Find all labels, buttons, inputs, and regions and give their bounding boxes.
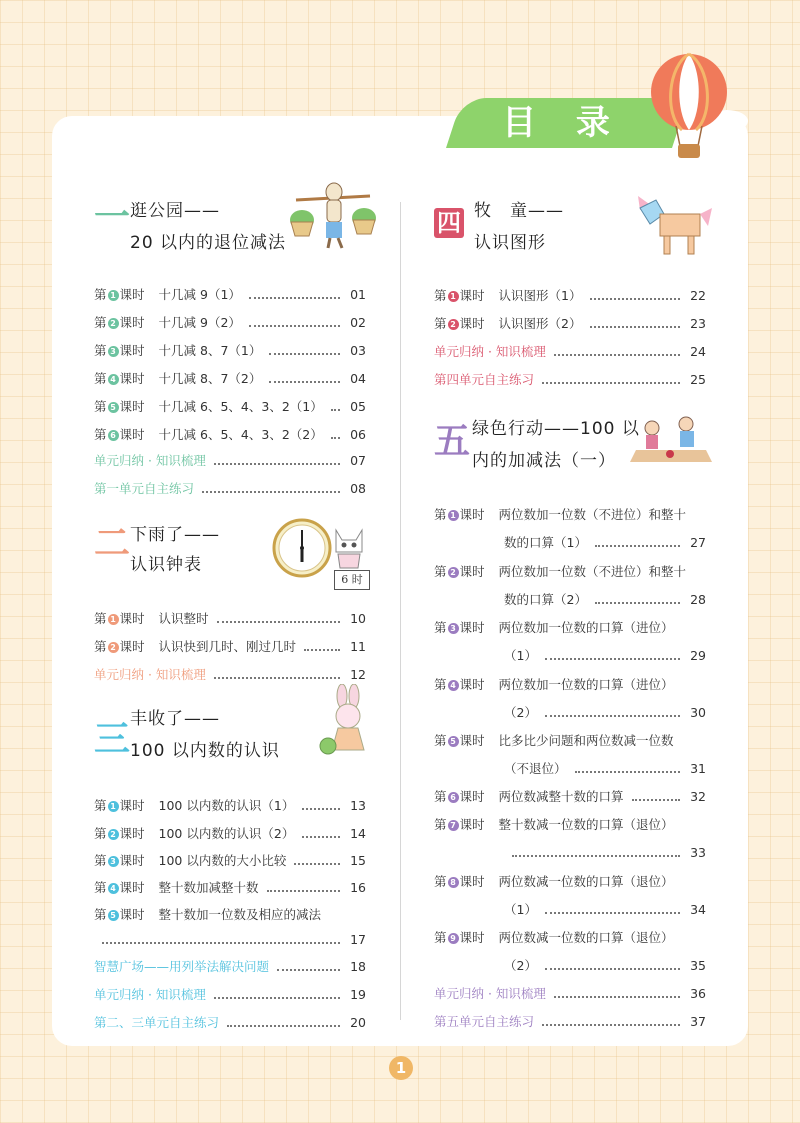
unit-number: 五 [434,421,471,462]
page-ref: 33 [690,845,706,860]
toc-entry[interactable] [94,823,366,845]
toc-entry[interactable] [94,850,366,872]
lesson-number-badge: 5 [108,402,119,413]
hot-air-balloon-icon [646,52,732,162]
toc-extra-entry[interactable] [94,956,366,978]
lesson-number-badge: 5 [448,736,459,747]
lesson-prefix: 第 [434,288,447,303]
lesson-label [434,871,485,893]
lesson-label [434,814,485,836]
entry-title-cont: （2） [504,705,537,720]
entry-title: 两位数加一位数（不进位）和整十 [498,564,687,579]
lesson-label [434,561,485,583]
leader-dots [267,890,340,892]
leader-dots [217,621,340,623]
lesson-prefix: 第 [94,315,107,330]
lesson-prefix: 第 [434,564,447,579]
unit-title-line1: 下雨了—— [130,525,220,545]
toc-entry[interactable] [434,561,706,583]
page-ref: 14 [350,826,366,841]
lesson-prefix: 第 [434,817,447,832]
toc-entry[interactable] [94,608,366,630]
toc-entry[interactable] [94,424,366,446]
lesson-number-badge: 2 [108,318,119,329]
entry-title: 十几减 8、7（1） [158,343,262,358]
lesson-suffix: 课时 [119,343,145,358]
lesson-prefix: 第 [434,316,447,331]
toc-entry-continuation[interactable] [504,758,706,780]
lesson-label [434,617,485,639]
lesson-number-badge: 7 [448,820,459,831]
lesson-label [94,636,145,658]
lesson-prefix: 第 [434,930,447,945]
toc-entry-continuation[interactable] [504,899,706,921]
toc-entry[interactable] [94,795,366,817]
toc-extra-entry[interactable] [94,450,366,472]
entry-title: 比多比少问题和两位数减一位数 [498,733,674,748]
toc-entry-continuation[interactable] [504,702,706,724]
page-ref: 06 [350,427,366,442]
page-ref: 18 [350,959,366,974]
lesson-suffix: 课时 [459,316,485,331]
entry-title: 两位数减一位数的口算（退位） [498,874,674,889]
leader-dots [512,855,680,857]
rabbit-with-basket-icon [318,684,374,760]
toc-entry[interactable] [434,617,706,639]
leader-dots [249,325,340,327]
unit-title-line1: 绿色行动——100 以 [472,419,640,439]
toc-extra-entry[interactable] [94,984,366,1006]
page-ref: 10 [350,611,366,626]
lesson-number-badge: 2 [448,319,459,330]
leader-dots [102,942,340,944]
leader-dots [214,677,340,679]
entry-title: 两位数减一位数的口算（退位） [498,930,674,945]
lesson-label [434,786,485,808]
leader-dots [595,602,680,604]
page-ref: 37 [690,1014,706,1029]
leader-dots [304,649,340,651]
leader-dots [214,463,340,465]
lesson-label [434,730,485,752]
lesson-number-badge: 4 [448,680,459,691]
leader-dots [542,1024,680,1026]
lesson-number-badge: 2 [448,567,459,578]
page-ref: 08 [350,481,366,496]
lesson-prefix: 第 [94,826,107,841]
lesson-prefix: 第 [94,399,107,414]
leader-dots [542,382,680,384]
unit-number: 四 [434,208,464,238]
toc-entry-continuation[interactable] [504,532,706,554]
lesson-suffix: 课时 [459,507,485,522]
entry-title: 两位数加一位数的口算（进位） [498,620,674,635]
lesson-prefix: 第 [94,639,107,654]
lesson-prefix: 第 [94,343,107,358]
lesson-prefix: 第 [94,427,107,442]
lesson-suffix: 课时 [459,288,485,303]
lesson-label [94,795,145,817]
toc-entry[interactable] [94,636,366,658]
unit-title-line2: 100 以内数的认识 [130,741,280,761]
entry-title-cont: （不退位） [504,761,567,776]
lesson-suffix: 课时 [119,611,145,626]
toc-entry-continuation[interactable] [94,929,366,951]
page-ref: 16 [350,880,366,895]
toc-entry-continuation[interactable] [504,645,706,667]
lesson-number-badge: 3 [108,346,119,357]
page-ref: 25 [690,372,706,387]
entry-title-cont: （1） [504,648,537,663]
lesson-prefix: 第 [94,371,107,386]
toc-entry-continuation[interactable] [504,842,706,864]
toc-extra-entry[interactable] [434,341,706,363]
entry-title: 十几减 6、5、4、3、2（2） [158,427,323,442]
extra-title: 单元归纳 · 知识梳理 [94,453,206,468]
lesson-prefix: 第 [434,874,447,889]
lesson-label [434,927,485,949]
lesson-number-badge: 1 [108,614,119,625]
page-ref: 28 [690,592,706,607]
leader-dots [331,437,340,439]
lesson-suffix: 课时 [459,817,485,832]
lesson-number-badge: 4 [108,883,119,894]
toc-entry[interactable] [94,368,366,390]
toc-entry-continuation[interactable] [504,955,706,977]
page-ref: 13 [350,798,366,813]
leader-dots [575,771,680,773]
page-ref: 19 [350,987,366,1002]
entry-title: 认识图形（1） [498,288,582,303]
lesson-label [94,396,145,418]
lesson-suffix: 课时 [119,371,145,386]
lesson-label [94,312,145,334]
entry-title-cont: 数的口算（1） [504,535,587,550]
unit-title-line1: 丰收了—— [130,709,220,729]
page-ref: 03 [350,343,366,358]
lesson-label [434,285,485,307]
column-divider [400,202,401,1020]
lesson-label [434,504,485,526]
lesson-prefix: 第 [434,620,447,635]
lesson-label [94,608,145,630]
lesson-number-badge: 3 [108,856,119,867]
extra-title: 智慧广场——用列举法解决问题 [94,959,270,974]
toc-extra-entry[interactable] [94,664,366,686]
toc-entry[interactable] [434,504,706,526]
page-title: 目 录 [502,103,624,143]
lesson-suffix: 课时 [459,874,485,889]
toc-entry[interactable] [434,786,706,808]
lesson-number-badge: 5 [108,910,119,921]
toc-entry[interactable] [94,877,366,899]
page-ref: 20 [350,1015,366,1030]
lesson-number-badge: 6 [108,430,119,441]
unit-title-line1: 逛公园—— [130,201,220,221]
entry-title: 十几减 9（1） [158,287,241,302]
page-ref: 11 [350,639,366,654]
lesson-prefix: 第 [434,733,447,748]
extra-title: 第五单元自主练习 [434,1014,535,1029]
extra-title: 单元归纳 · 知识梳理 [434,986,546,1001]
entry-title-cont: 数的口算（2） [504,592,587,607]
leader-dots [302,836,340,838]
entry-title-cont: （1） [504,902,537,917]
lesson-prefix: 第 [94,611,107,626]
page-number: 1 [389,1056,413,1080]
extra-title: 第四单元自主练习 [434,372,535,387]
unit-number: 三 [94,719,131,760]
toc-entry-continuation[interactable] [504,589,706,611]
toc-entry[interactable] [94,904,366,926]
entry-title: 十几减 9（2） [158,315,241,330]
toc-extra-entry[interactable] [434,983,706,1005]
lesson-number-badge: 6 [448,792,459,803]
lesson-prefix: 第 [94,798,107,813]
lesson-suffix: 课时 [459,564,485,579]
leader-dots [554,354,680,356]
lesson-label [94,904,145,926]
extra-title: 第一单元自主练习 [94,481,195,496]
toc-entry[interactable] [94,396,366,418]
lesson-prefix: 第 [94,853,107,868]
toc-entry[interactable] [434,313,706,335]
page-ref: 04 [350,371,366,386]
toc-entry[interactable] [94,312,366,334]
lesson-number-badge: 1 [108,801,119,812]
page-ref: 15 [350,853,366,868]
leader-dots [545,658,680,660]
lesson-suffix: 课时 [119,853,145,868]
leader-dots [554,996,680,998]
clock-icon [272,518,332,578]
lesson-suffix: 课时 [119,826,145,841]
lesson-prefix: 第 [434,789,447,804]
toc-extra-entry[interactable] [434,1011,706,1033]
lesson-suffix: 课时 [459,789,485,804]
entry-title: 认识整时 [158,611,209,626]
lesson-prefix: 第 [434,677,447,692]
lesson-number-badge: 9 [448,933,459,944]
extra-title: 单元归纳 · 知识梳理 [94,667,206,682]
lesson-suffix: 课时 [119,907,145,922]
toc-extra-entry[interactable] [94,478,366,500]
leader-dots [590,326,681,328]
entry-title: 十几减 6、5、4、3、2（1） [158,399,323,414]
entry-title-cont: （2） [504,958,537,973]
lesson-suffix: 课时 [119,287,145,302]
lesson-label [94,424,145,446]
entry-title: 整十数加减整十数 [158,880,259,895]
page-ref: 36 [690,986,706,1001]
leader-dots [269,381,340,383]
lesson-label [94,877,145,899]
entry-title: 整十数减一位数的口算（退位） [498,817,674,832]
leader-dots [269,353,340,355]
lesson-label [434,313,485,335]
toc-entry[interactable] [434,285,706,307]
clock-time-label: 6 时 [334,570,370,590]
lesson-suffix: 课时 [119,399,145,414]
lesson-number-badge: 2 [108,642,119,653]
leader-dots [545,912,680,914]
lesson-suffix: 课时 [459,733,485,748]
leader-dots [277,969,340,971]
entry-title: 整十数加一位数及相应的减法 [158,907,322,922]
lesson-number-badge: 2 [108,829,119,840]
page-ref: 34 [690,902,706,917]
cat-icon [330,524,368,570]
lesson-suffix: 课时 [119,798,145,813]
lesson-label [94,284,145,306]
toc-extra-entry[interactable] [434,369,706,391]
children-planting-icon [626,410,716,472]
lesson-prefix: 第 [94,907,107,922]
entry-title: 认识快到几时、刚过几时 [158,639,297,654]
lesson-number-badge: 8 [448,877,459,888]
leader-dots [202,491,340,493]
lesson-number-badge: 4 [108,374,119,385]
page-ref: 17 [350,932,366,947]
page-ref: 29 [690,648,706,663]
lesson-suffix: 课时 [119,639,145,654]
page-ref: 31 [690,761,706,776]
lesson-suffix: 课时 [119,427,145,442]
page-ref: 24 [690,344,706,359]
page-ref: 05 [350,399,366,414]
page-ref: 02 [350,315,366,330]
entry-title: 认识图形（2） [498,316,582,331]
extra-title: 第二、三单元自主练习 [94,1015,220,1030]
page-ref: 07 [350,453,366,468]
lesson-number-badge: 3 [448,623,459,634]
page-ref: 23 [690,316,706,331]
page-ref: 22 [690,288,706,303]
toc-entry[interactable] [434,871,706,893]
page-ref: 35 [690,958,706,973]
lesson-suffix: 课时 [459,620,485,635]
lesson-prefix: 第 [94,287,107,302]
leader-dots [294,863,340,865]
entry-title: 100 以内数的大小比较 [158,853,287,868]
unit-title-line2: 认识钟表 [130,555,202,575]
toc-entry[interactable] [94,340,366,362]
entry-title: 100 以内数的认识（2） [158,826,295,841]
lesson-label [94,850,145,872]
page-ref: 12 [350,667,366,682]
leader-dots [227,1025,340,1027]
toc-entry[interactable] [94,284,366,306]
leader-dots [595,545,680,547]
extra-title: 单元归纳 · 知识梳理 [94,987,206,1002]
unit-number: 一 [94,197,131,238]
toc-entry[interactable] [434,814,706,836]
lesson-suffix: 课时 [459,677,485,692]
unit-title-line2: 内的加减法（一） [472,451,616,471]
shape-animal-icon [634,192,714,258]
leader-dots [545,715,680,717]
lesson-label [94,823,145,845]
unit-number: 二 [94,523,131,564]
page-ref: 32 [690,789,706,804]
toc-extra-entry[interactable] [94,1012,366,1034]
lesson-prefix: 第 [434,507,447,522]
leader-dots [632,799,680,801]
lesson-label [94,368,145,390]
lesson-suffix: 课时 [119,315,145,330]
leader-dots [545,968,680,970]
goat-carrying-baskets-icon [288,178,378,250]
lesson-label [434,674,485,696]
lesson-label [94,340,145,362]
unit-title-line2: 20 以内的退位减法 [130,233,287,253]
entry-title: 两位数加一位数的口算（进位） [498,677,674,692]
entry-title: 两位数加一位数（不进位）和整十 [498,507,687,522]
toc-entry[interactable] [434,730,706,752]
unit-title-line1: 牧 童—— [474,201,564,221]
leader-dots [302,808,340,810]
entry-title: 十几减 8、7（2） [158,371,262,386]
lesson-number-badge: 1 [448,510,459,521]
page-ref: 30 [690,705,706,720]
extra-title: 单元归纳 · 知识梳理 [434,344,546,359]
lesson-number-badge: 1 [448,291,459,302]
leader-dots [590,298,681,300]
lesson-suffix: 课时 [459,930,485,945]
unit-title-line2: 认识图形 [474,233,546,253]
entry-title: 两位数减整十数的口算 [498,789,624,804]
lesson-number-badge: 1 [108,290,119,301]
leader-dots [214,997,340,999]
toc-entry[interactable] [434,674,706,696]
entry-title: 100 以内数的认识（1） [158,798,295,813]
lesson-prefix: 第 [94,880,107,895]
toc-entry[interactable] [434,927,706,949]
leader-dots [331,409,340,411]
lesson-suffix: 课时 [119,880,145,895]
page-ref: 01 [350,287,366,302]
leader-dots [249,297,340,299]
page-ref: 27 [690,535,706,550]
